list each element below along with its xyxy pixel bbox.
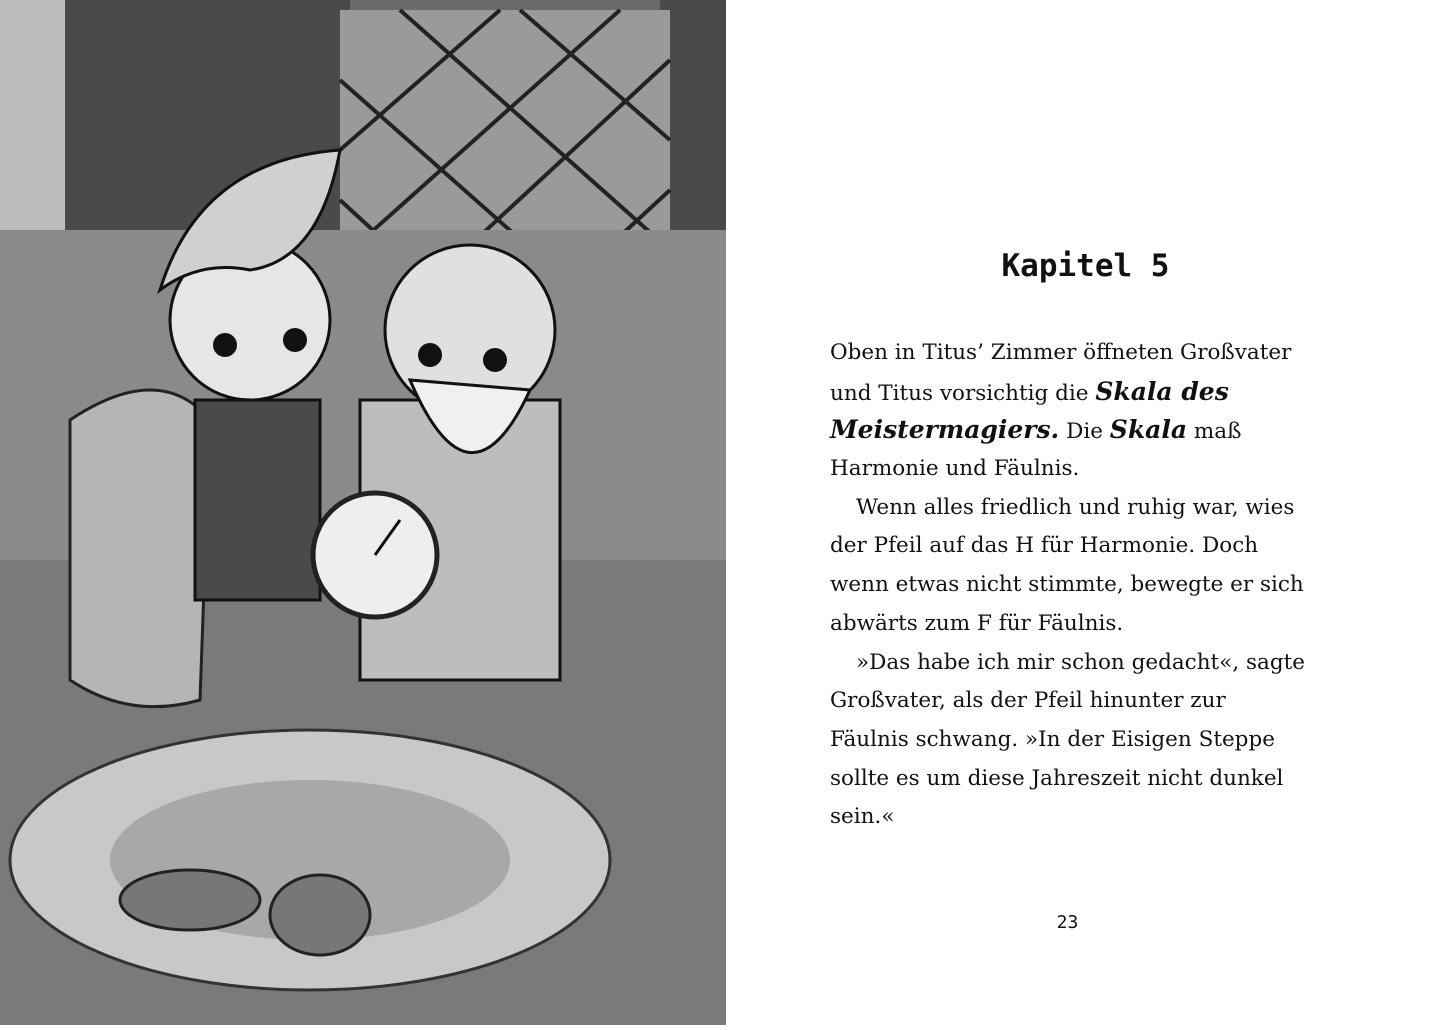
script-emphasis: Skala	[1109, 415, 1188, 445]
text-run: Oben in Titus’ Zimmer öffneten Großvater	[830, 340, 1292, 365]
text-line	[830, 411, 1305, 450]
script-emphasis: Skala des	[1095, 376, 1229, 406]
text-line	[830, 527, 1305, 566]
text-run: und Titus vorsichtig die	[830, 380, 1096, 406]
page-number: 23	[1056, 912, 1079, 933]
slipper	[270, 875, 370, 955]
text-line	[830, 489, 1305, 528]
text-line	[830, 373, 1305, 412]
text-run: der Pfeil auf das H für Harmonie. Doch	[830, 533, 1259, 559]
text-line	[830, 682, 1305, 721]
book-page	[726, 0, 1445, 1025]
text-run: abwärts zum F für Fäulnis.	[830, 610, 1124, 636]
text-run: Harmonie und Fäulnis.	[830, 456, 1080, 482]
text-run: Großvater, als der Pfeil hinunter zur	[830, 688, 1226, 714]
text-run: maß	[1187, 419, 1242, 445]
text-line	[830, 566, 1305, 605]
text-run: Fäulnis schwang. »In der Eisigen Steppe	[830, 726, 1275, 752]
text-line	[830, 760, 1305, 799]
slipper	[120, 870, 260, 930]
text-line	[830, 334, 1305, 373]
illustration	[0, 0, 726, 1025]
text-line	[830, 798, 1305, 837]
text-line	[830, 721, 1305, 760]
text-line	[830, 644, 1305, 683]
text-run: sein.«	[830, 804, 895, 830]
body-text	[830, 334, 1305, 837]
script-emphasis: Meistermagiers.	[830, 415, 1060, 445]
chapter-title: Kapitel 5	[1001, 248, 1170, 284]
magic-scale-dial	[313, 493, 437, 617]
text-line	[830, 605, 1305, 644]
text-line	[830, 450, 1305, 489]
text-run: sollte es um diese Jahreszeit nicht dunkel	[830, 765, 1284, 791]
text-run: Die	[1059, 419, 1110, 445]
pillow	[70, 390, 210, 707]
text-run: wenn etwas nicht stimmte, bewegte er sich	[830, 572, 1304, 598]
text-run: Wenn alles friedlich und ruhig war, wies	[856, 494, 1295, 520]
wallpaper	[0, 0, 70, 230]
text-run: »Das habe ich mir schon gedacht«, sagte	[856, 649, 1305, 675]
